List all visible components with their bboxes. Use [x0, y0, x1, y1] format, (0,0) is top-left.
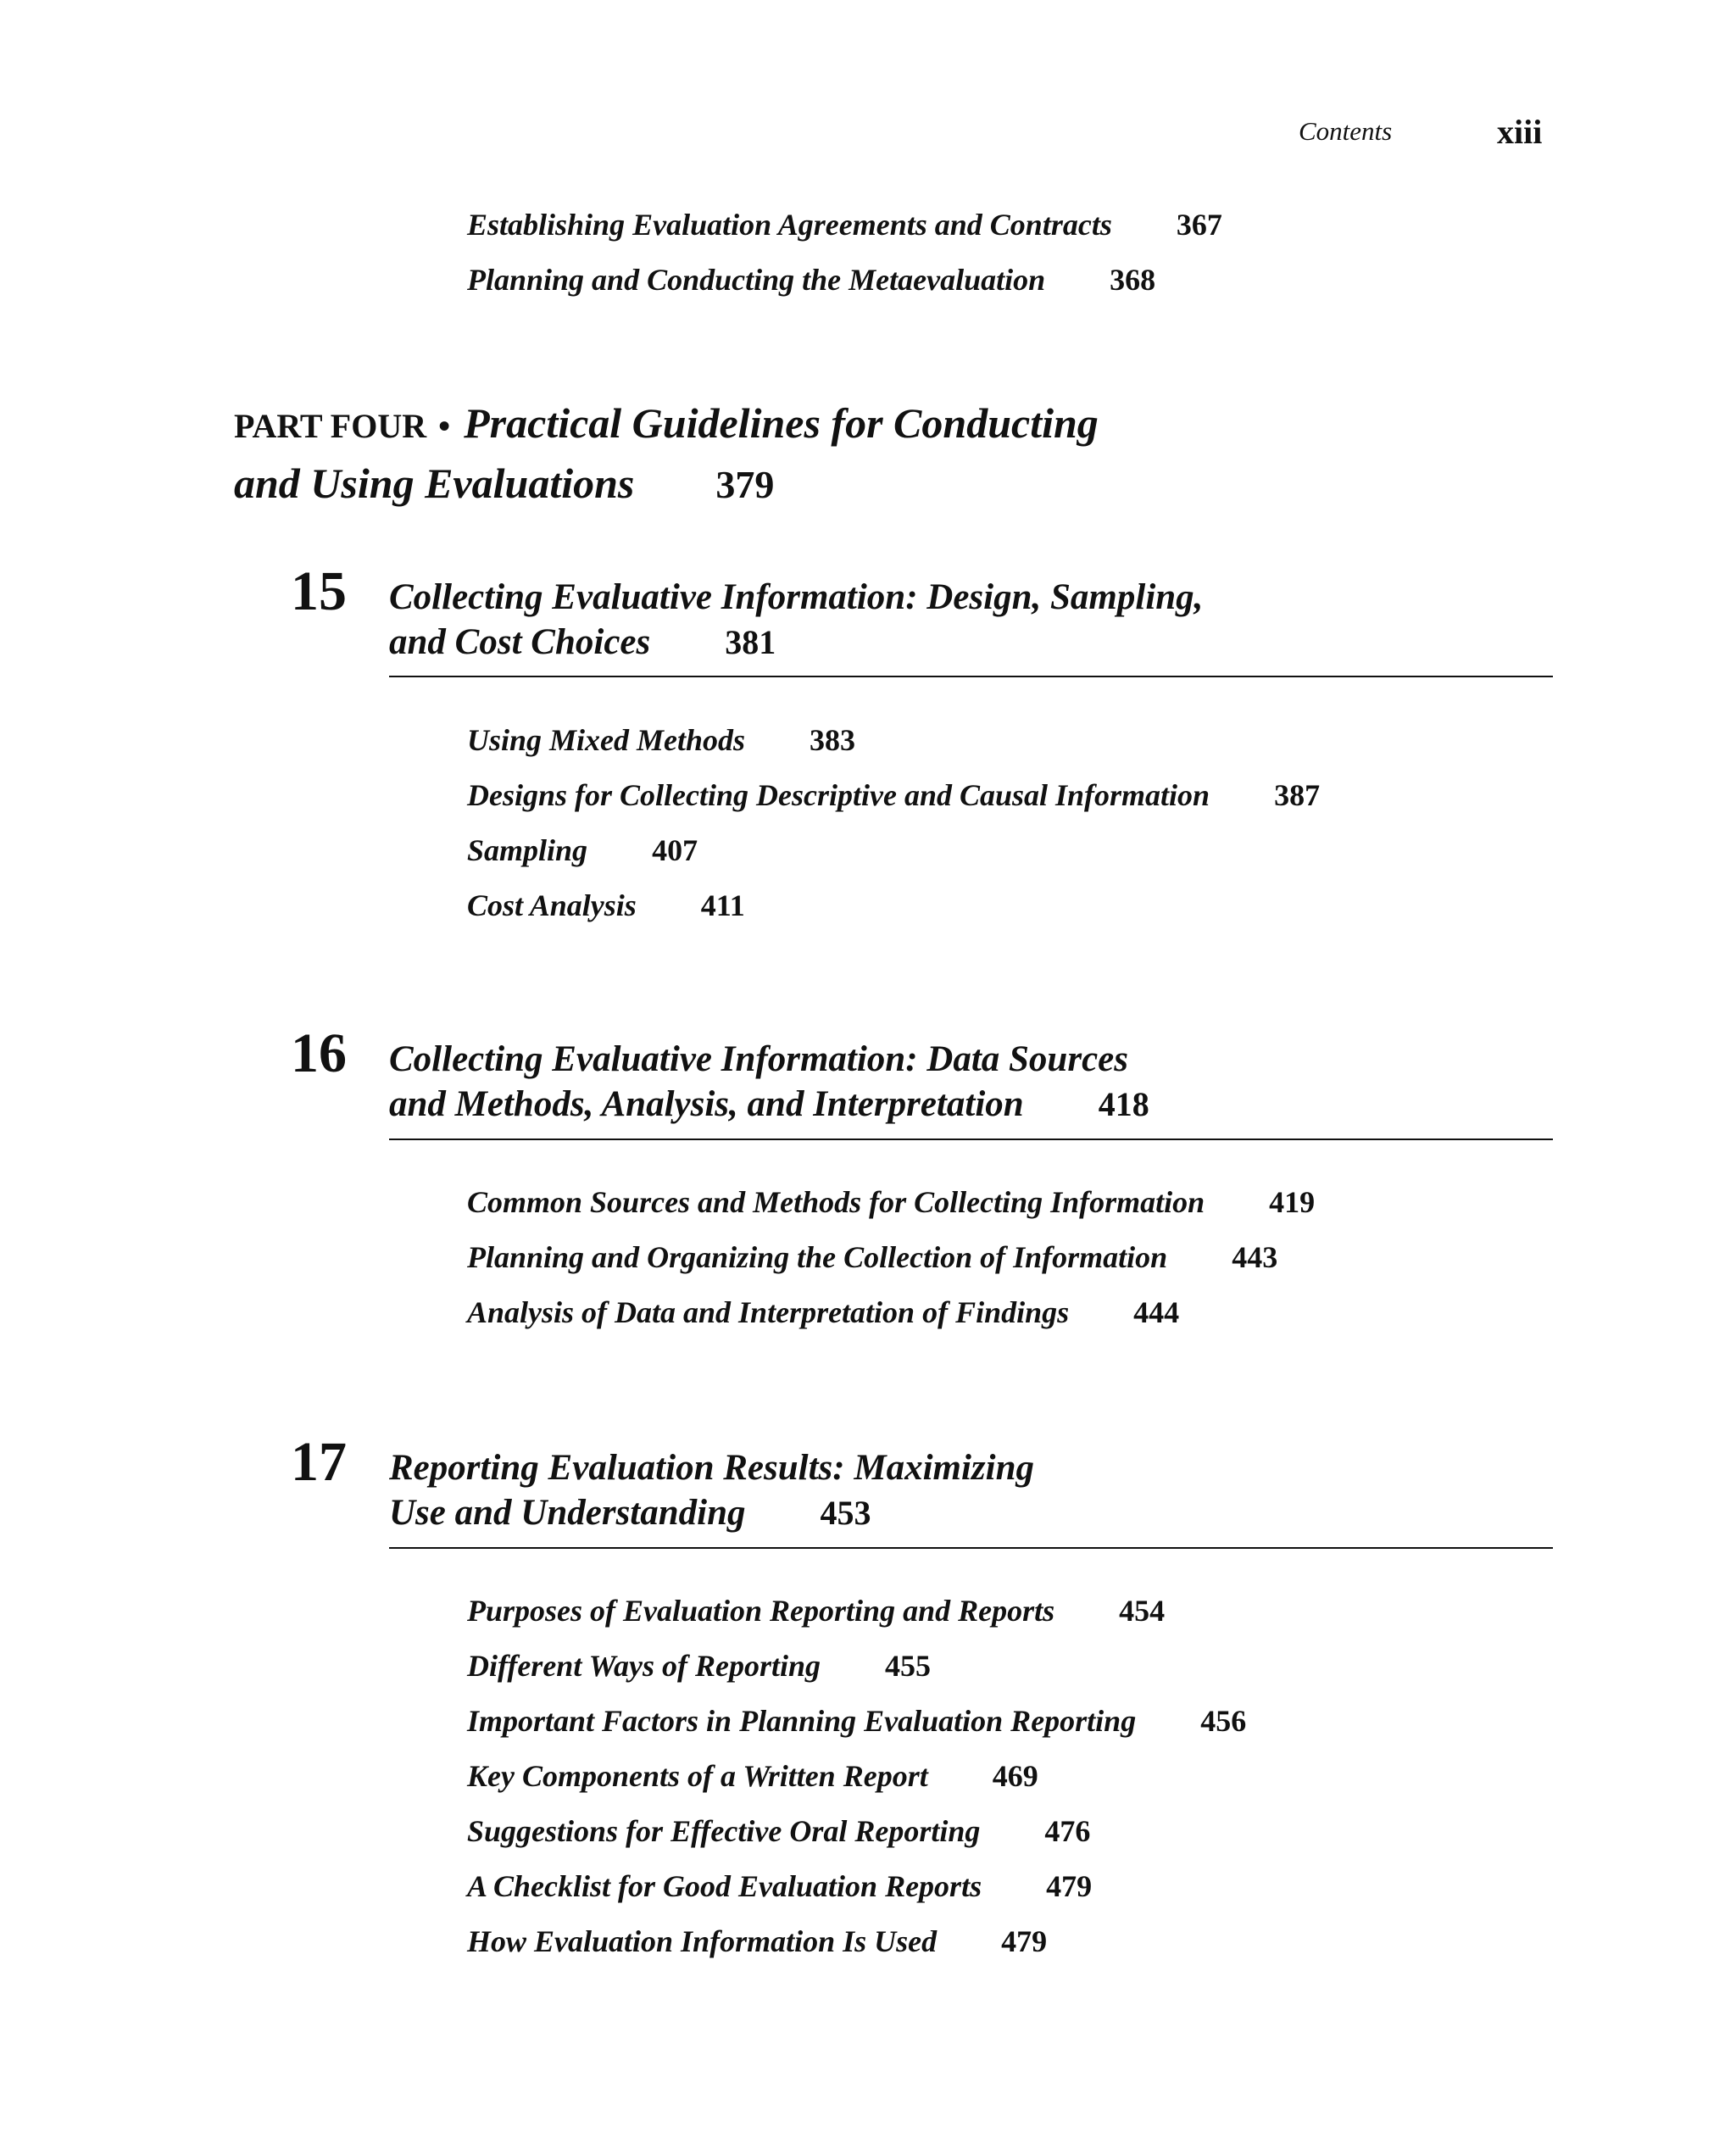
- section-page-number: 387: [1274, 778, 1321, 812]
- section-page-number: 476: [1044, 1814, 1091, 1848]
- chapter-rule: [389, 676, 1553, 677]
- chapter-heading[interactable]: [389, 1445, 1034, 1543]
- section-page-number: 454: [1119, 1594, 1166, 1628]
- section-page-number: 443: [1232, 1240, 1278, 1274]
- part-page-number: 379: [715, 463, 775, 506]
- toc-section-entry[interactable]: [467, 1868, 1092, 1904]
- section-title: Analysis of Data and Interpretation of Findings: [467, 1295, 1070, 1329]
- chapter-title-line2: and Cost Choices: [389, 622, 651, 662]
- section-page-number: 444: [1133, 1295, 1180, 1329]
- section-page-number: 469: [992, 1759, 1038, 1793]
- toc-section-entry[interactable]: [467, 722, 855, 758]
- section-title: How Evaluation Information Is Used: [467, 1924, 938, 1958]
- part-heading[interactable]: [234, 398, 1099, 519]
- toc-section-entry[interactable]: [467, 1294, 1179, 1330]
- section-title: Important Factors in Planning Evaluation Reporting: [467, 1704, 1137, 1738]
- section-page-number: 383: [810, 723, 856, 757]
- section-title: Designs for Collecting Descriptive and Causal Information: [467, 778, 1210, 812]
- section-page-number: 456: [1200, 1704, 1247, 1738]
- section-page-number: 455: [885, 1649, 932, 1683]
- chapter-number: 15: [291, 560, 347, 622]
- toc-section-entry[interactable]: [467, 207, 1222, 242]
- section-title: Purposes of Evaluation Reporting and Reports: [467, 1594, 1055, 1628]
- part-label: PART FOUR: [234, 407, 427, 445]
- chapter-rule: [389, 1547, 1553, 1549]
- section-title: Planning and Organizing the Collection of Information: [467, 1240, 1168, 1274]
- section-page-number: 368: [1110, 263, 1156, 297]
- section-title: Using Mixed Methods: [467, 723, 746, 757]
- toc-section-entry[interactable]: [467, 1593, 1165, 1628]
- section-title: Planning and Conducting the Metaevaluation: [467, 263, 1046, 297]
- bullet-separator: •: [438, 407, 451, 445]
- toc-section-entry[interactable]: [467, 1813, 1090, 1849]
- section-title: Key Components of a Written Report: [467, 1759, 928, 1793]
- section-title: Sampling: [467, 833, 588, 867]
- part-title-line1: Practical Guidelines for Conducting: [464, 399, 1099, 447]
- chapter-title-line1: Reporting Evaluation Results: Maximizing: [389, 1448, 1035, 1488]
- toc-section-entry[interactable]: [467, 1239, 1277, 1275]
- chapter-page-number: 381: [725, 623, 776, 661]
- toc-section-entry[interactable]: [467, 1703, 1246, 1739]
- toc-section-entry[interactable]: [467, 1924, 1047, 1959]
- toc-section-entry[interactable]: [467, 832, 698, 868]
- chapter-title-line2: Use and Understanding: [389, 1493, 746, 1533]
- section-title: Suggestions for Effective Oral Reporting: [467, 1814, 981, 1848]
- section-title: Establishing Evaluation Agreements and Contracts: [467, 208, 1112, 242]
- chapter-number: 17: [291, 1431, 347, 1493]
- running-header-label: Contents: [1299, 116, 1393, 146]
- section-title: Cost Analysis: [467, 888, 637, 922]
- chapter-heading[interactable]: [389, 1037, 1149, 1134]
- toc-section-entry[interactable]: [467, 262, 1155, 298]
- page-folio: xiii: [1497, 113, 1543, 151]
- section-title: Common Sources and Methods for Collecting Information: [467, 1185, 1205, 1219]
- part-title-line2: and Using Evaluations: [234, 459, 635, 507]
- section-page-number: 367: [1176, 208, 1222, 242]
- toc-section-entry[interactable]: [467, 1184, 1315, 1220]
- chapter-rule: [389, 1139, 1553, 1140]
- section-page-number: 411: [700, 888, 745, 922]
- toc-section-entry[interactable]: [467, 888, 745, 923]
- section-page-number: 407: [652, 833, 698, 867]
- section-page-number: 419: [1269, 1185, 1316, 1219]
- chapter-title-line1: Collecting Evaluative Information: Data Sources: [389, 1039, 1128, 1079]
- toc-section-entry[interactable]: [467, 777, 1320, 813]
- section-page-number: 479: [1001, 1924, 1048, 1958]
- chapter-title-line1: Collecting Evaluative Information: Design, Sampling,: [389, 577, 1204, 617]
- section-page-number: 479: [1046, 1869, 1093, 1903]
- section-title: Different Ways of Reporting: [467, 1649, 821, 1683]
- chapter-page-number: 418: [1098, 1085, 1149, 1123]
- chapter-number: 16: [291, 1022, 347, 1084]
- toc-section-entry[interactable]: [467, 1648, 931, 1684]
- chapter-heading[interactable]: [389, 575, 1203, 672]
- toc-section-entry[interactable]: [467, 1758, 1038, 1794]
- section-title: A Checklist for Good Evaluation Reports: [467, 1869, 982, 1903]
- chapter-page-number: 453: [820, 1494, 871, 1532]
- chapter-title-line2: and Methods, Analysis, and Interpretation: [389, 1084, 1024, 1124]
